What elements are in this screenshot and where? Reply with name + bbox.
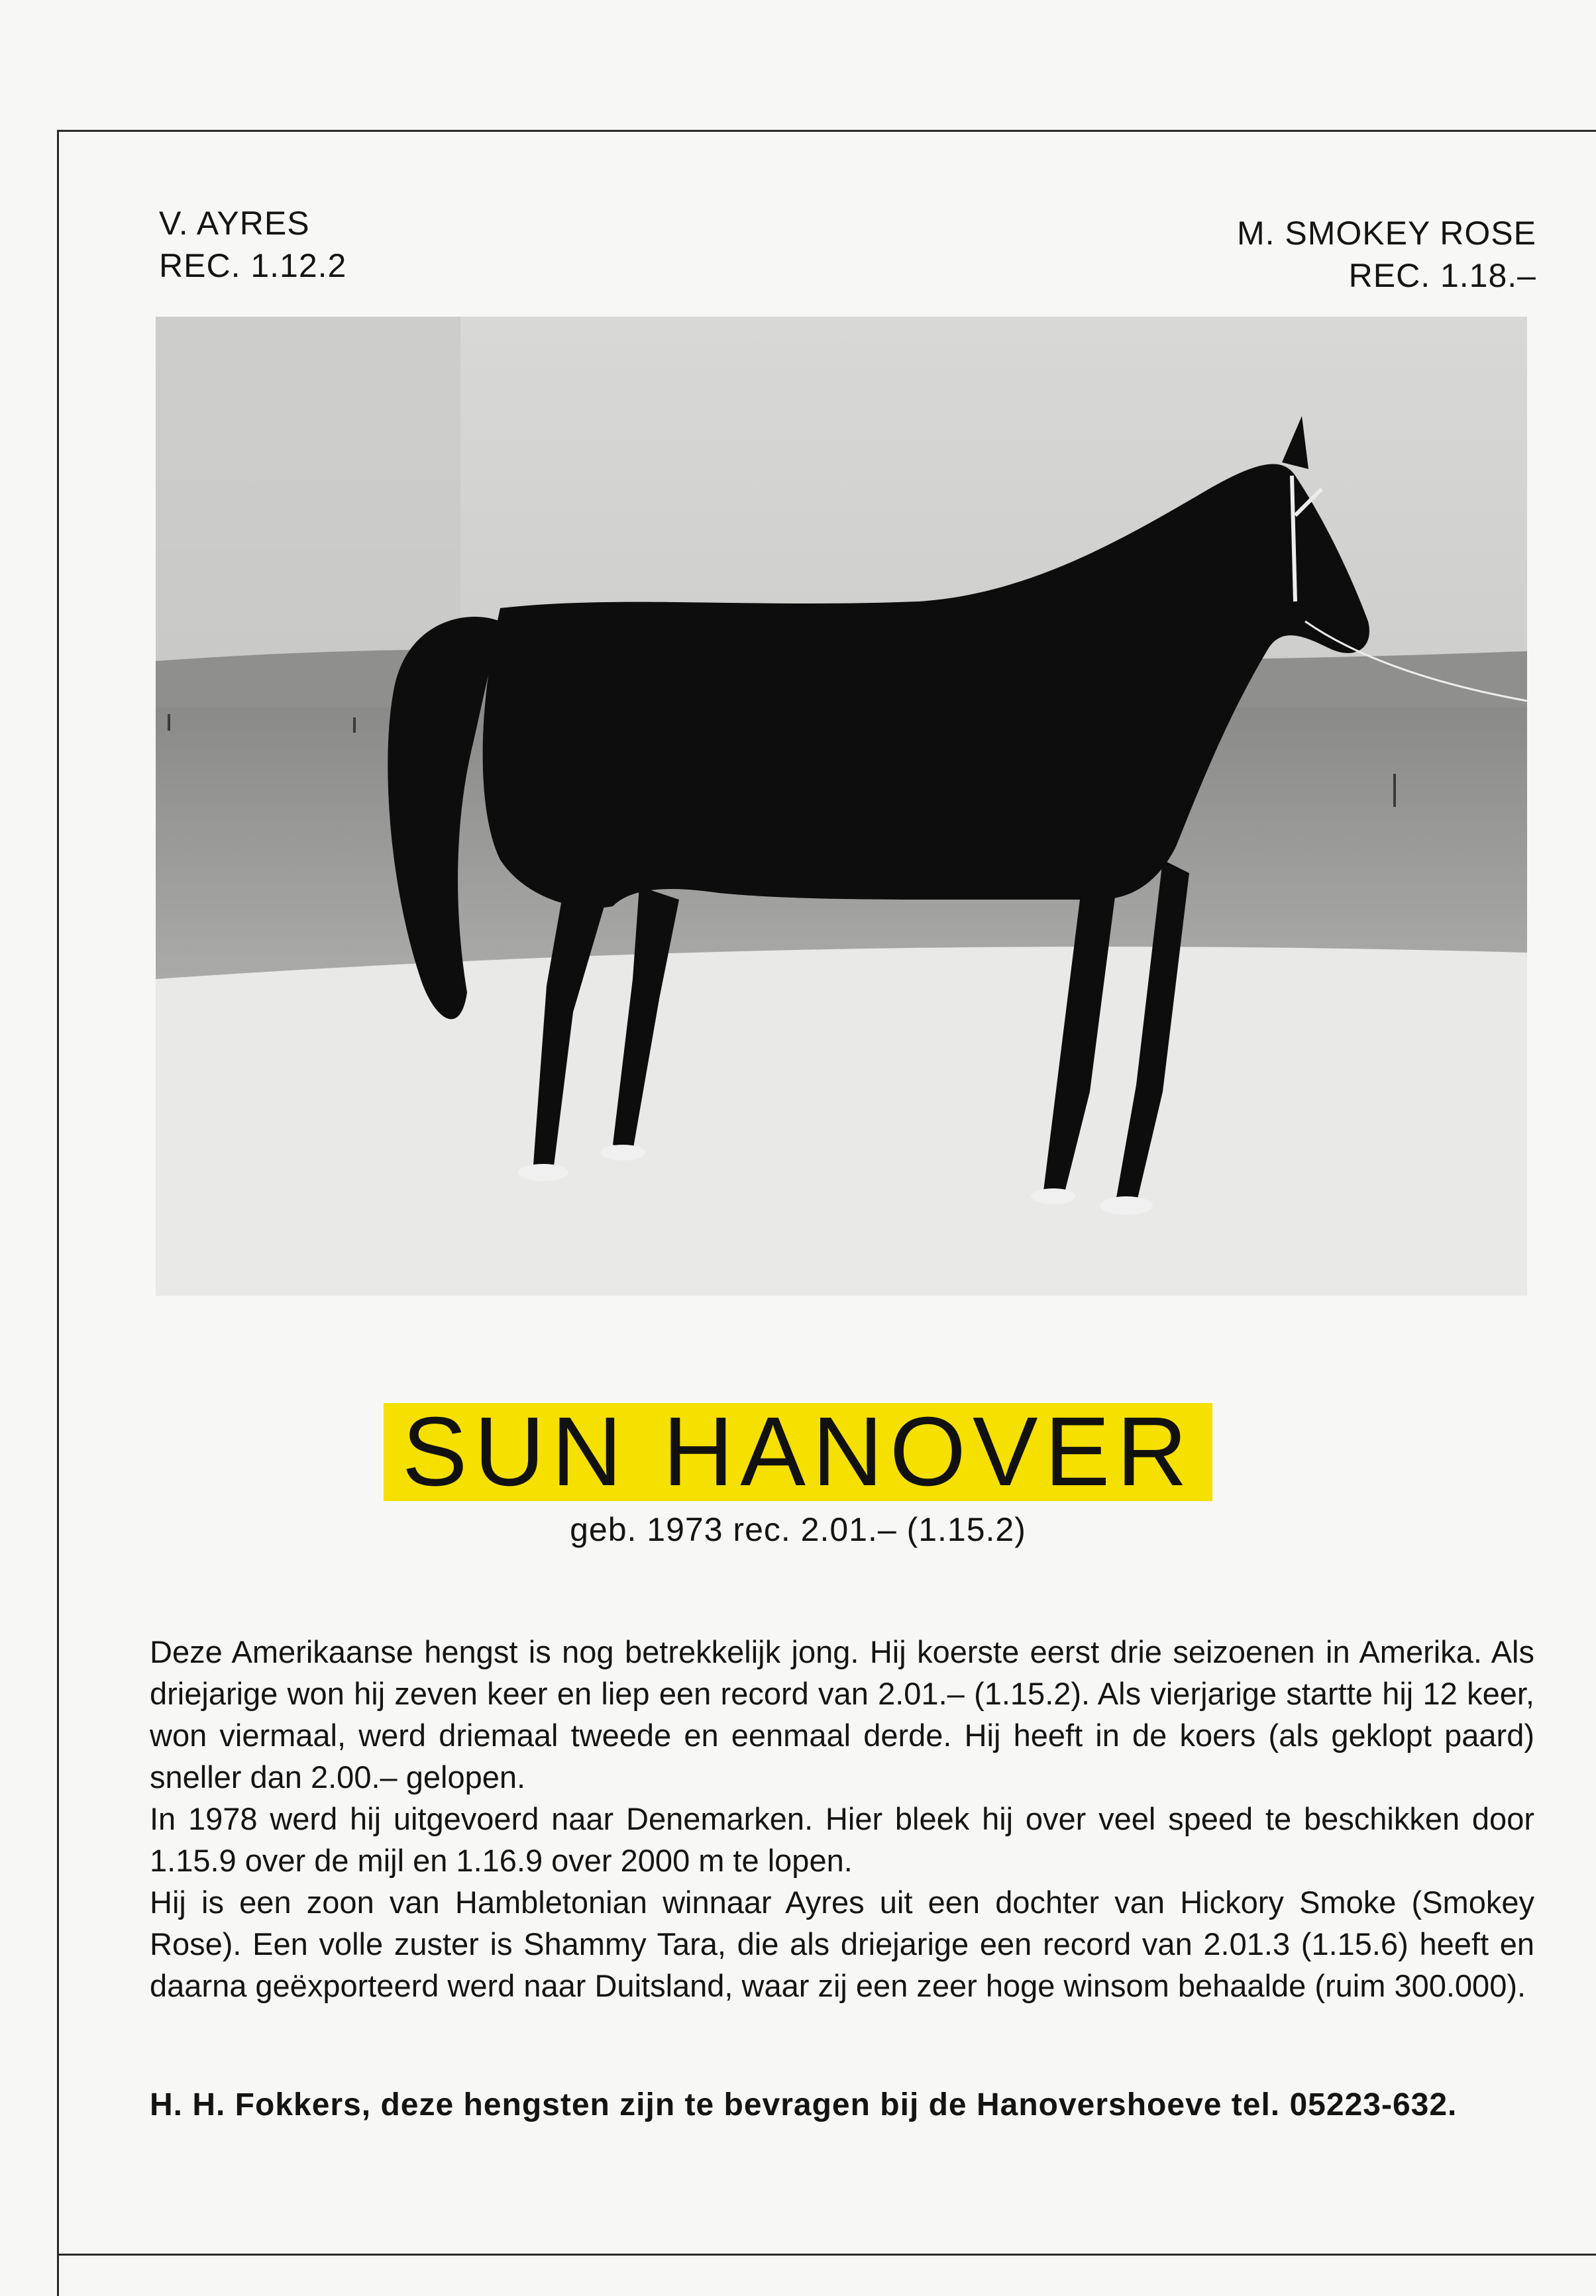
paragraph-export: In 1978 werd hij uitgevoerd naar Denemarken. Hier bleek hij over veel speed te beschikken door 1.15.9 over de mijl en 1.16.9 over 2000 m te lopen. xyxy=(150,1801,1534,1878)
dam-block xyxy=(1237,212,1536,297)
dam-name: M. SMOKEY ROSE xyxy=(1236,215,1536,252)
paragraph-career: Deze Amerikaanse hengst is nog betrekkelijk jong. Hij koerste eerst drie seizoenen in Amerika. Als driejarige won hij zeven keer en liep een record van 2.01.– (1.15.2). Als vierjarige startte hij 12 keer, won viermaal, werd driemaal tweede en eenmaal derde. Hij heeft in de koers (als geklopt paard) sneller dan 2.00.– gelopen. xyxy=(150,1634,1534,1795)
headline-wrap xyxy=(0,1397,1596,1506)
horse-photo xyxy=(156,317,1527,1296)
horse-name-headline: SUN HANOVER xyxy=(384,1403,1213,1501)
bottom-rule xyxy=(57,2254,1596,2256)
horse-photo-illustration xyxy=(156,317,1527,1296)
dam-record: REC. 1.18.– xyxy=(1348,257,1536,294)
paragraph-lineage: Hij is een zoon van Hambletonian winnaar Ayres uit een dochter van Hickory Smoke (Smokey Rose). Een volle zuster is Shammy Tara, die als driejarige een record van 2.01.3 (1.15.6) heeft en daarna geëxporteerd werd naar Duitsland, waar zij een zeer hoge winsom behaalde (ruim 300.000). xyxy=(150,1885,1534,2003)
birth-record-line: geb. 1973 rec. 2.01.– (1.15.2) xyxy=(570,1511,1026,1548)
sire-record: REC. 1.12.2 xyxy=(159,247,347,284)
description xyxy=(150,1631,1534,2007)
snowy-track xyxy=(156,947,1527,1296)
sire-name: V. AYRES xyxy=(159,205,310,242)
sire-block xyxy=(159,202,346,287)
contact-line: H. H. Fokkers, deze hengsten zijn te bevragen bij de Hanovershoeve tel. 05223-632. xyxy=(150,2087,1458,2122)
